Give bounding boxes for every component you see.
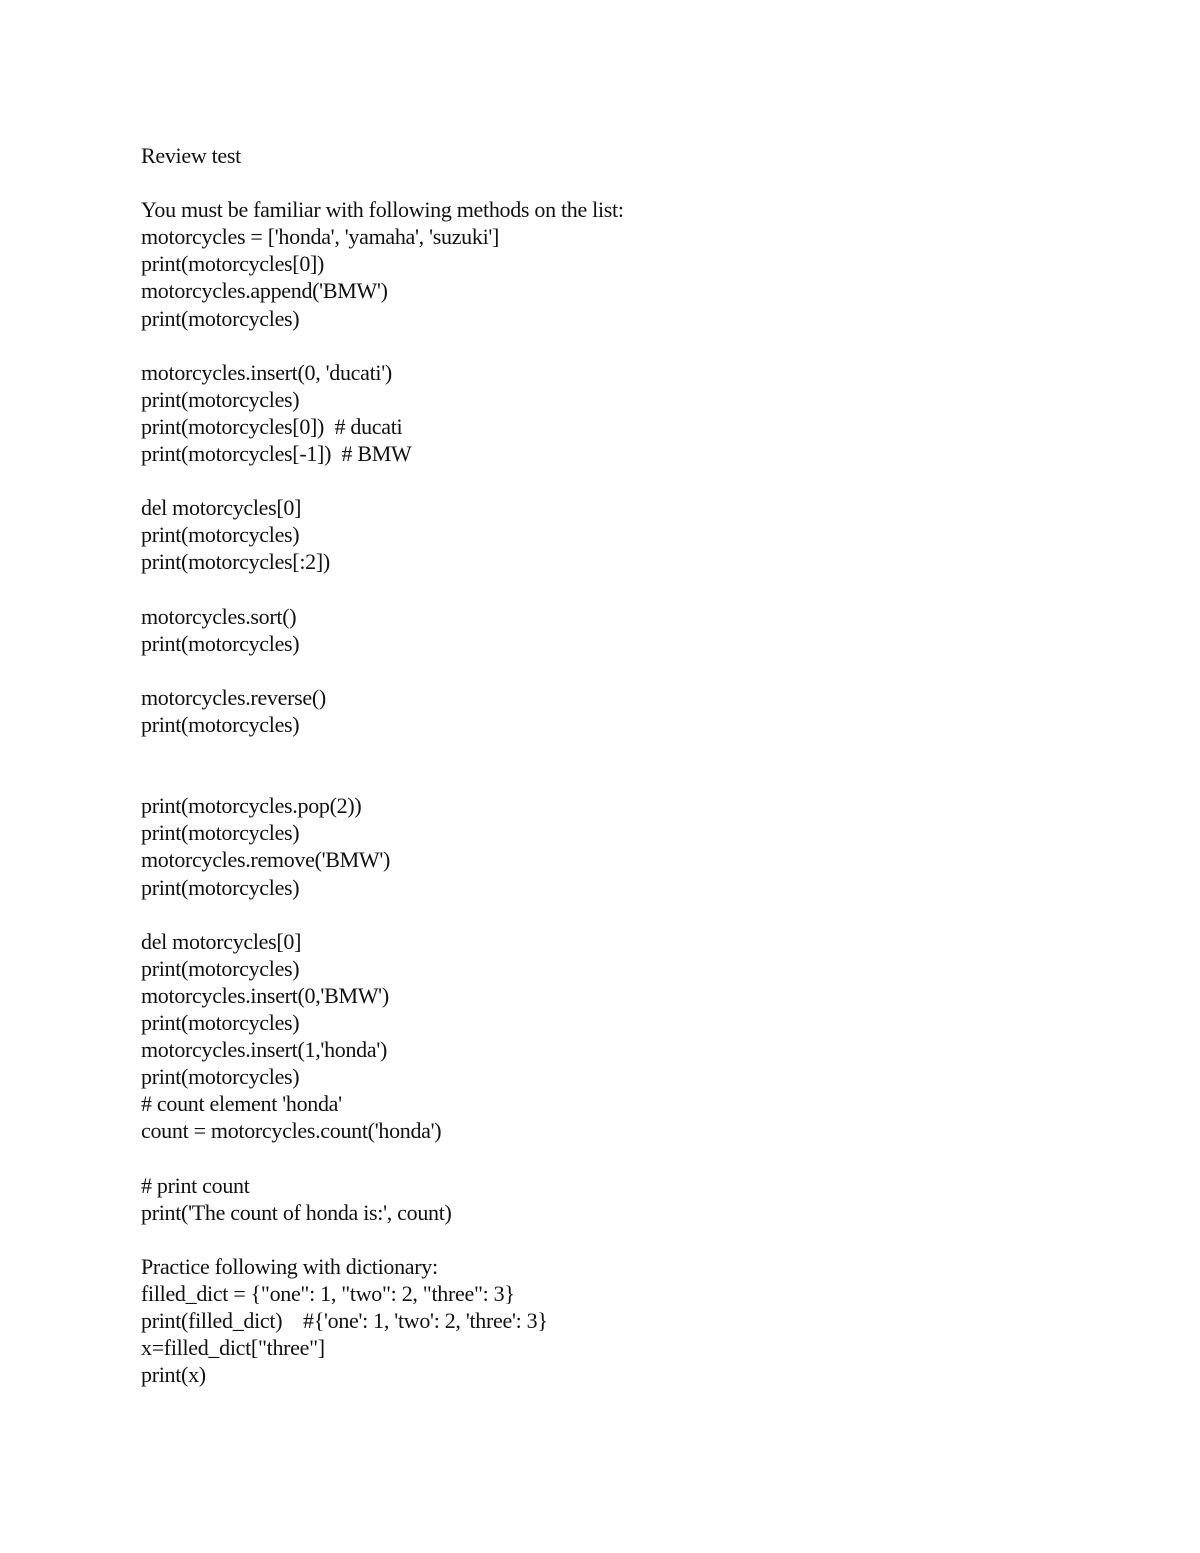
text-line: Practice following with dictionary:: [141, 1253, 438, 1279]
blank-line: [141, 765, 1141, 792]
blank-line: [141, 1226, 1141, 1253]
text-line: count = motorcycles.count('honda'): [141, 1118, 442, 1144]
text-line: motorcycles = ['honda', 'yamaha', 'suzuki']: [141, 224, 500, 250]
text-line: print(motorcycles): [141, 1064, 300, 1090]
text-line: print(motorcycles[:2]): [141, 549, 330, 575]
text-line: print(motorcycles[0]) # ducati: [141, 413, 403, 439]
text-line: print(motorcycles): [141, 305, 300, 331]
text-line: print(motorcycles): [141, 522, 300, 548]
text-line: print(motorcycles): [141, 874, 300, 900]
text-line: print(motorcycles[-1]) # BMW: [141, 441, 412, 467]
text-line: print(motorcycles): [141, 711, 300, 737]
text-line: del motorcycles[0]: [141, 928, 302, 954]
text-line: print(motorcycles): [141, 386, 300, 412]
text-line: print(x): [141, 1362, 206, 1388]
text-line: print(motorcycles): [141, 955, 300, 981]
text-line: del motorcycles[0]: [141, 495, 302, 521]
blank-line: [141, 332, 1141, 359]
blank-line: [141, 657, 1141, 684]
text-line: print(motorcycles.pop(2)): [141, 793, 362, 819]
text-line: motorcycles.insert(1,'honda'): [141, 1037, 388, 1063]
text-line: motorcycles.insert(0, 'ducati'): [141, 359, 392, 385]
text-line: # print count: [141, 1172, 250, 1198]
text-line: print(motorcycles[0]): [141, 251, 325, 277]
blank-line: [141, 901, 1141, 928]
text-line: print('The count of honda is:', count): [141, 1199, 452, 1225]
text-line: motorcycles.sort(): [141, 603, 297, 629]
text-line: print(motorcycles): [141, 1010, 300, 1035]
blank-line: [141, 576, 1141, 603]
text-line: motorcycles.remove('BMW'): [141, 847, 391, 873]
text-line: motorcycles.reverse(): [141, 684, 326, 710]
blank-line: [141, 1144, 1141, 1171]
document-body: [141, 142, 1141, 1388]
text-line: print(motorcycles): [141, 820, 300, 846]
text-line: You must be familiar with following methods on the list:: [141, 197, 624, 223]
text-line: filled_dict = {"one": 1, "two": 2, "three": 3}: [141, 1280, 515, 1306]
text-line: motorcycles.append('BMW'): [141, 278, 388, 304]
text-line: print(filled_dict) #{'one': 1, 'two': 2, 'three': 3}: [141, 1308, 548, 1334]
text-line: motorcycles.insert(0,'BMW'): [141, 982, 389, 1008]
text-line: # count element 'honda': [141, 1091, 342, 1117]
blank-line: [141, 467, 1141, 494]
document-title: Review test: [141, 143, 241, 168]
text-line: x=filled_dict["three"]: [141, 1335, 325, 1361]
blank-line: [141, 738, 1141, 765]
blank-line: [141, 169, 1141, 196]
text-line: print(motorcycles): [141, 630, 300, 656]
